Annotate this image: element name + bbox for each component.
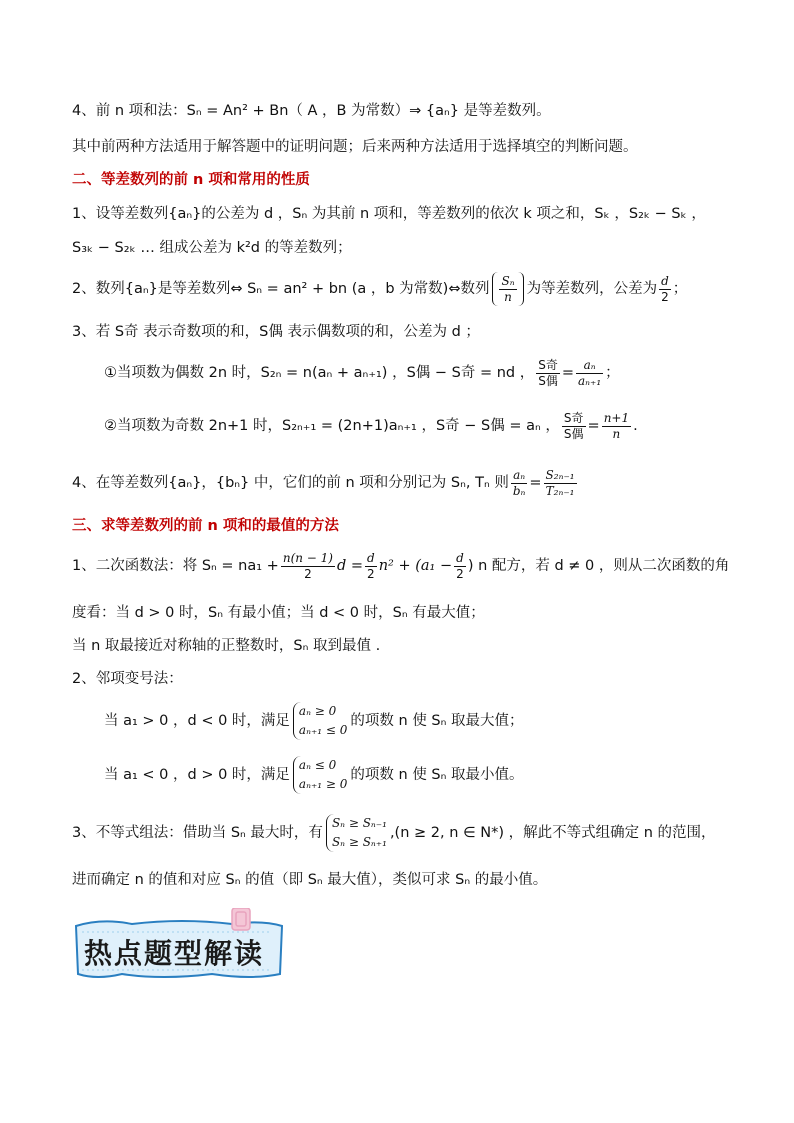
quadratic-line-c xyxy=(72,636,380,656)
fraction-numerator: S₂ₙ₋₁ xyxy=(545,467,575,482)
property-1-text-b: S₃ₖ − S₂ₖ … 组成公差为 k²d 的等差数列； xyxy=(72,240,352,256)
quadratic-text-c: 当 n 取最接近对称轴的正整数时，Sₙ 取到最值 . xyxy=(72,638,381,654)
method-quadratic-line xyxy=(72,548,729,584)
fraction-denominator: 2 xyxy=(304,566,312,581)
fraction-denominator: 2 xyxy=(661,289,669,304)
inequality-text-b: 进而确定 n 的值和对应 Sₙ 的值（即 Sₙ 最大值），类似可求 Sₙ 的最小值。 xyxy=(72,872,548,888)
fraction-numerator: aₙ xyxy=(576,358,603,374)
equals-sign: = xyxy=(561,365,574,381)
property-3-text: 3、若 S奇 表示奇数项的和，S偶 表示偶数项的和，公差为 d ； xyxy=(72,324,480,340)
property-3-line xyxy=(72,322,480,342)
section-heading-2 xyxy=(72,170,310,190)
system-row-1: Sₙ ≥ Sₙ₋₁ xyxy=(331,816,387,830)
fraction-numerator: aₙ xyxy=(511,468,528,484)
method-4-line xyxy=(72,101,551,121)
fraction-denominator: T₂ₙ₋₁ xyxy=(545,483,575,498)
s-over-t-fraction xyxy=(544,468,577,499)
d-over-2-fraction xyxy=(659,274,671,305)
property-3-odd-line xyxy=(104,408,638,444)
system-row-2: aₙ₊₁ ≥ 0 xyxy=(298,777,348,791)
quadratic-text: 1、二次函数法：将 Sₙ = na₁ + xyxy=(72,558,279,574)
property-2-end: ； xyxy=(672,281,688,297)
d-over-2-fraction xyxy=(365,551,377,582)
n-n-minus-1-over-2 xyxy=(281,551,335,582)
property-4-line xyxy=(72,465,579,501)
property-3-even-text: ①当项数为偶数 2n 时，S₂ₙ = n(aₙ + aₙ₊₁) ，S偶 − S奇 = nd ， xyxy=(104,365,535,381)
section-heading-3 xyxy=(72,516,339,536)
system-row-1: aₙ ≥ 0 xyxy=(298,704,337,718)
fraction-numerator: S奇 xyxy=(563,410,584,425)
fraction-numerator: d xyxy=(367,550,375,565)
property-1-line-a xyxy=(72,204,706,224)
system-row-2: aₙ₊₁ ≤ 0 xyxy=(298,723,348,737)
fraction-denominator: S偶 xyxy=(563,426,584,441)
adjacent-max-line xyxy=(104,700,524,742)
adjacent-max-end: 的项数 n 使 Sₙ 取最大值； xyxy=(350,713,524,729)
property-1-text-a: 1、设等差数列{aₙ}的公差为 d ，Sₙ 为其前 n 项和，等差数列的依次 k 项之和，Sₖ ，S₂ₖ − Sₖ ， xyxy=(72,206,706,222)
inequality-system xyxy=(326,814,387,852)
system-row-1: aₙ ≤ 0 xyxy=(298,758,337,772)
adjacent-max-text: 当 a₁ > 0 ，d < 0 时，满足 xyxy=(104,713,290,729)
property-1-line-b xyxy=(72,238,352,258)
fraction-denominator: 2 xyxy=(456,566,464,581)
equals-sign: = xyxy=(529,475,542,491)
property-2-mid-text: 为等差数列，公差为 xyxy=(526,281,658,297)
min-condition-system xyxy=(293,756,347,794)
summary-line xyxy=(72,137,638,157)
quadratic-mid-1: d = xyxy=(336,558,364,574)
fraction-denominator: bₙ xyxy=(512,483,526,498)
system-row-2: Sₙ ≥ Sₙ₊₁ xyxy=(331,835,387,849)
fraction-numerator: d xyxy=(456,550,464,565)
quadratic-end: ) n 配方，若 d ≠ 0 ，则从二次函数的角 xyxy=(467,558,730,574)
method-adjacent-line xyxy=(72,669,183,689)
term-ratio xyxy=(576,358,603,389)
banner-title: 热点题型解读 xyxy=(84,937,265,970)
property-2-text: 2、数列{aₙ}是等差数列⇔ Sₙ = an² + bn (a ，b 为常数)⇔数列 xyxy=(72,281,490,297)
section-heading-3-text: 三、求等差数列的前 n 项和的最值的方法 xyxy=(72,518,339,534)
summary-text: 其中前两种方法适用于解答题中的证明问题；后来两种方法适用于选择填空的判断问题。 xyxy=(72,139,638,155)
adjacent-min-line xyxy=(104,754,524,796)
a-over-b-fraction xyxy=(511,468,528,499)
odd-even-sum-ratio xyxy=(536,358,560,389)
max-condition-system xyxy=(293,702,347,740)
n-ratio xyxy=(602,411,631,442)
adjacent-min-end: 的项数 n 使 Sₙ 取最小值。 xyxy=(350,767,524,783)
fraction-numerator: Sₙ xyxy=(501,273,515,288)
paper-clip-icon xyxy=(232,908,250,930)
method-4-text: 4、前 n 项和法：Sₙ = An² + Bn（ A ，B 为常数）⇒ {aₙ} 是等差数列。 xyxy=(72,103,551,119)
fraction-denominator: n xyxy=(504,289,512,304)
fraction-denominator: 2 xyxy=(367,566,375,581)
equals-sign: = xyxy=(587,418,600,434)
property-4-text: 4、在等差数列{aₙ}，{bₙ} 中，它们的前 n 项和分别记为 Sₙ, Tₙ 则 xyxy=(72,475,509,491)
line-end: ； xyxy=(605,365,620,381)
fraction-denominator: S偶 xyxy=(538,373,558,388)
hot-topics-banner xyxy=(72,908,288,984)
sn-over-n-fraction xyxy=(499,274,516,305)
inequality-end: ,(n ≥ 2, n ∈ N*) ，解此不等式组确定 n 的范围， xyxy=(389,825,716,841)
section-heading-2-text: 二、等差数列的前 n 项和常用的性质 xyxy=(72,172,310,188)
fraction-numerator: d xyxy=(661,273,669,288)
quadratic-line-b xyxy=(72,603,485,623)
fraction-denominator: n xyxy=(612,426,621,441)
fraction-numerator: n(n − 1) xyxy=(282,550,333,565)
adjacent-min-text: 当 a₁ < 0 ，d > 0 时，满足 xyxy=(104,767,290,783)
fraction-numerator: n+1 xyxy=(603,410,630,425)
property-2-line xyxy=(72,272,687,306)
quadratic-mid-2: n² + (a₁ − xyxy=(378,558,453,574)
adjacent-text: 2、邻项变号法： xyxy=(72,671,183,687)
inequality-line-b xyxy=(72,870,547,890)
inequality-text: 3、不等式组法：借助当 Sₙ 最大时，有 xyxy=(72,825,323,841)
method-inequality-line xyxy=(72,812,716,854)
fraction-denominator: aₙ₊₁ xyxy=(578,373,602,388)
property-3-even-line xyxy=(104,355,620,391)
sequence-brace xyxy=(492,272,523,306)
quadratic-text-b: 度看：当 d > 0 时，Sₙ 有最小值；当 d < 0 时，Sₙ 有最大值； xyxy=(72,605,485,621)
property-3-odd-text: ②当项数为奇数 2n+1 时，S₂ₙ₊₁ = (2n+1)aₙ₊₁ ，S奇 − S偶 = aₙ ， xyxy=(104,418,560,434)
odd-even-sum-ratio xyxy=(562,411,586,442)
fraction-numerator: S奇 xyxy=(538,357,558,372)
d-over-2-fraction-2 xyxy=(454,551,466,582)
line-end: . xyxy=(633,418,638,434)
